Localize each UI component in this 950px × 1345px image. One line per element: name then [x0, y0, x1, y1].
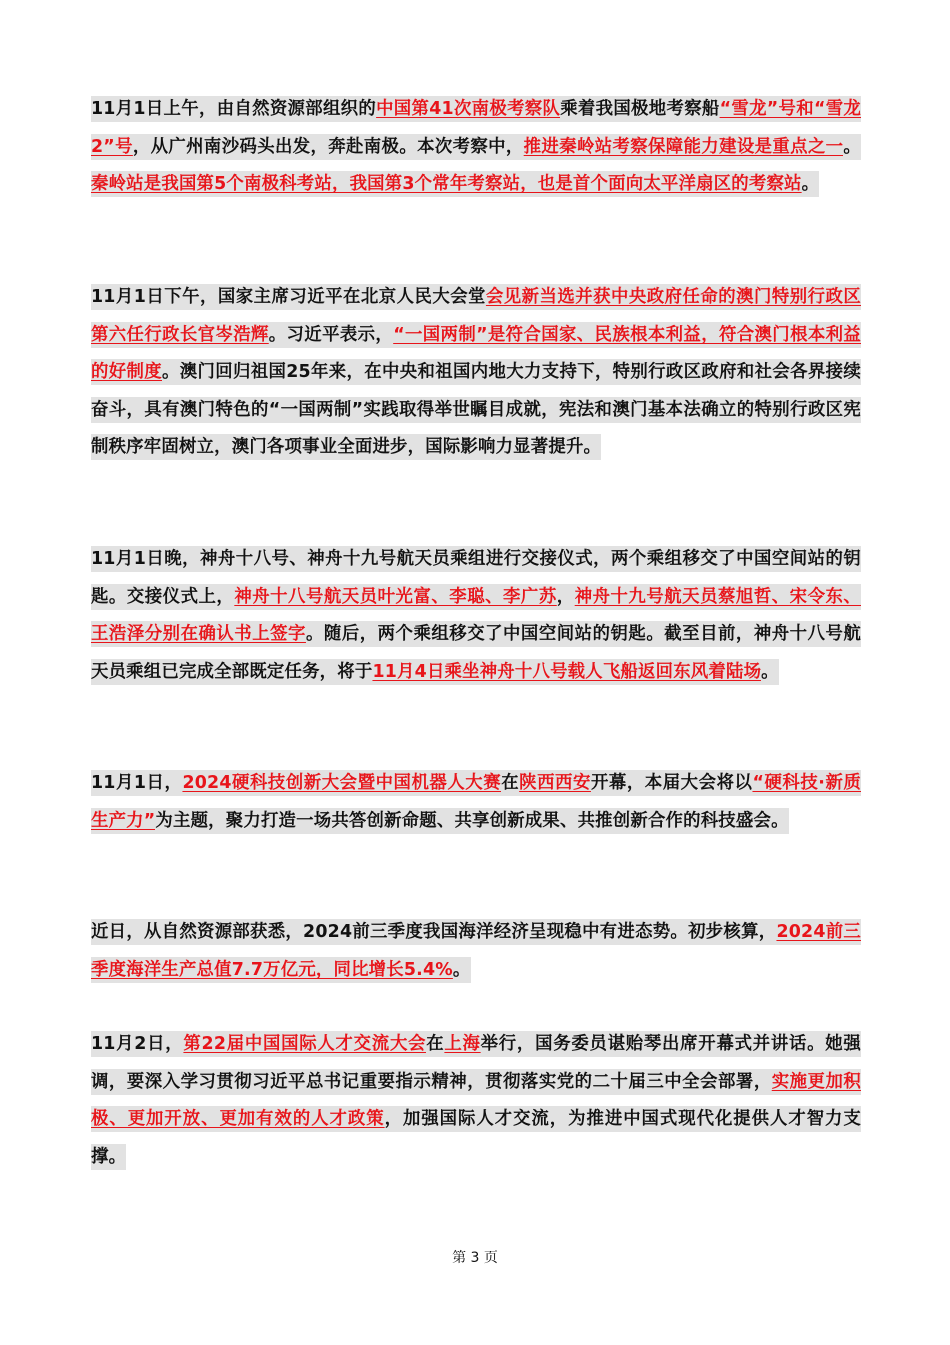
highlighted-key-phrase: 会见新当选并获中央政府任命的澳门特别行政区第六任行政长官岑浩辉: [91, 284, 861, 348]
body-text-segment: 近日，从自然资源部获悉，2024前三季度我国海洋经济呈现稳中有进态势。初步核算，: [91, 919, 776, 945]
highlighted-key-phrase: 中国第41次南极考察队: [376, 96, 560, 122]
highlighted-key-phrase: 实施更加积极、更加开放、更加有效的人才政策: [91, 1069, 861, 1133]
highlighted-key-phrase: “一国两制”是符合国家、民族根本利益，符合澳门根本利益的好制度: [91, 322, 861, 386]
news-paragraph-macao-chief-executive: [91, 279, 861, 467]
body-text-segment: 举行，国务委员谌贻琴出席开幕式并讲话。她强调，要深入学习贯彻习近平总书记重要指示精神，贯彻落实党的二十届三中全会部署，: [91, 1031, 861, 1095]
body-text-segment: 11月1日，: [91, 770, 182, 796]
news-paragraph-antarctic-expedition: [91, 91, 861, 204]
news-paragraph-hard-tech-conference: [91, 765, 861, 840]
body-text-segment: 。: [453, 957, 471, 983]
page-number: 第 3 页: [452, 1250, 498, 1266]
news-paragraph-marine-economy: [91, 914, 861, 989]
body-text-segment: ，: [557, 584, 575, 610]
body-text-segment: ，加强国际人才交流，为推进中国式现代化提供人才智力支撑。: [91, 1106, 861, 1170]
highlighted-key-phrase: “雪龙”号和“雪龙2”号: [91, 96, 861, 160]
highlighted-key-phrase: 秦岭站是我国第5个南极科考站，我国第3个常年考察站，也是首个面向太平洋扇区的考察站: [91, 171, 802, 197]
news-paragraph-talent-exchange: [91, 1026, 861, 1176]
body-text-segment: 。随后，两个乘组移交了中国空间站的钥匙。截至目前，神舟十八号航天员乘组已完成全部既定任务，将于: [91, 621, 861, 685]
body-text-segment: 开幕，本届大会将以: [591, 770, 753, 796]
body-text-segment: 。: [843, 134, 861, 160]
highlighted-key-phrase: 11月4日乘坐神舟十八号载人飞船返回东风着陆场: [372, 659, 761, 685]
body-text-segment: 。: [761, 659, 779, 685]
body-text-segment: 11月2日，: [91, 1031, 183, 1057]
body-text-segment: 11月1日上午，由自然资源部组织的: [91, 96, 376, 122]
highlighted-key-phrase: 第22届中国国际人才交流大会: [183, 1031, 426, 1057]
highlighted-key-phrase: 2024硬科技创新大会暨中国机器人大赛: [182, 770, 501, 796]
highlighted-key-phrase: 推进秦岭站考察保障能力建设是重点之一: [524, 134, 844, 160]
body-text-segment: 乘着我国极地考察船: [560, 96, 719, 122]
body-text-segment: ，从广州南沙码头出发，奔赴南极。本次考察中，: [133, 134, 524, 160]
news-paragraph-shenzhou-handover: [91, 541, 861, 691]
highlighted-key-phrase: 上海: [444, 1031, 480, 1057]
highlighted-key-phrase: 陕西西安: [519, 770, 591, 796]
highlighted-key-phrase: 2024前三季度海洋生产总值7.7万亿元，同比增长5.4%: [91, 919, 861, 983]
body-text-segment: 为主题，聚力打造一场共答创新命题、共享创新成果、共推创新合作的科技盛会。: [155, 808, 788, 834]
highlighted-key-phrase: 神舟十八号航天员叶光富、李聪、李广苏: [234, 584, 556, 610]
body-text-segment: 。澳门回归祖国25年来，在中央和祖国内地大力支持下，特别行政区政府和社会各界接续奋斗，具有澳门特色的“一国两制”实践取得举世瞩目成就，宪法和澳门基本法确立的特别行政区宪制秩序牢固树立，澳门各项事业全面进步，国际影响力显著提升。: [91, 359, 861, 460]
body-text-segment: 。习近平表示，: [269, 322, 393, 348]
body-text-segment: 11月1日晚，神舟十八号、神舟十九号航天员乘组进行交接仪式，两个乘组移交了中国空间站的钥匙。交接仪式上，: [91, 546, 861, 610]
body-text-segment: 在: [426, 1031, 444, 1057]
body-text-segment: 在: [501, 770, 519, 796]
body-text-segment: 11月1日下午，国家主席习近平在北京人民大会堂: [91, 284, 486, 310]
highlighted-key-phrase: 神舟十九号航天员蔡旭哲、宋令东、王浩泽分别在确认书上签字: [91, 584, 861, 648]
body-text-segment: 。: [802, 171, 820, 197]
highlighted-key-phrase: “硬科技·新质生产力”: [91, 770, 861, 834]
